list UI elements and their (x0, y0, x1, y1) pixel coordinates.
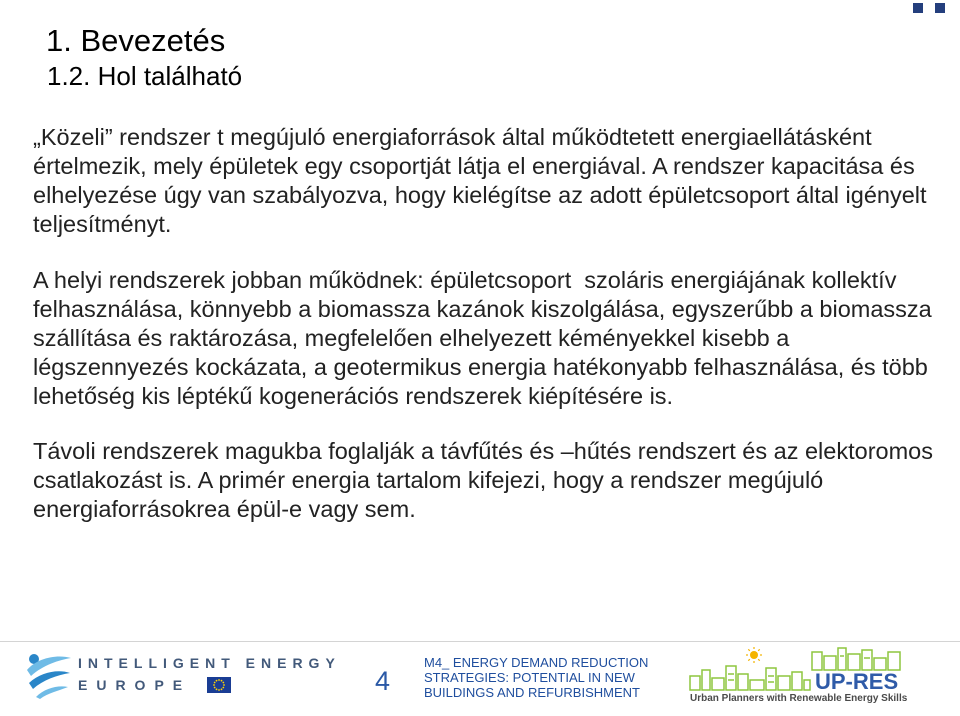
paragraph-line: felhasználása, könnyebb a biomassza kazánok kiszolgálása, egyszerűbb a biomassza (33, 296, 932, 322)
paragraph-line: A helyi rendszerek jobban működnek: épületcsoport szoláris energiájának kollektív (33, 267, 897, 293)
module-title-line: M4_ ENERGY DEMAND REDUCTION (424, 655, 649, 670)
paragraph-line: teljesítményt. (33, 211, 172, 237)
module-title-line: BUILDINGS AND REFURBISHMENT (424, 685, 640, 700)
iee-swirl-icon (25, 650, 73, 700)
corner-square-icon (935, 3, 945, 13)
paragraph-line: légszennyezés kockázata, a geotermikus energia hatékonyabb felhasználása, és több (33, 354, 928, 380)
paragraph-line: értelmezik, mely épületek egy csoportját látja el energiával. A rendszer kapacitása és (33, 153, 915, 179)
paragraph-line: „Közeli” rendszer t megújuló energiaforrások által működtetett energiaellátásként (33, 124, 872, 150)
paragraph-line: csatlakozást is. A primér energia tartalom kifejezi, hogy a rendszer megújuló (33, 467, 824, 493)
iee-logo-text-intelligent-energy: INTELLIGENT ENERGY (78, 655, 341, 671)
paragraph-line: lehetőség kis léptékű kogenerációs rendszerek kiépítésére is. (33, 383, 674, 409)
footer-divider (0, 641, 960, 642)
paragraph-line: szállítása és raktározása, megfelelően elhelyezett kéményekkel kisebb a (33, 325, 790, 351)
iee-logo-text-europe: EUROPE (78, 677, 192, 693)
paragraph-3 (33, 437, 933, 524)
page-number: 4 (375, 666, 391, 696)
paragraph-line: elhelyezése úgy van szabályozva, hogy kielégítse az adott épületcsoport által igényelt (33, 182, 927, 208)
slide-title: 1. Bevezetés (46, 23, 226, 58)
module-title-line: STRATEGIES: POTENTIAL IN NEW (424, 670, 635, 685)
corner-square-icon (913, 3, 923, 13)
eu-flag-icon (207, 677, 231, 693)
paragraph-line: Távoli rendszerek magukba foglalják a távfűtés és –hűtés rendszert és az elektoromos (33, 438, 933, 464)
paragraph-1 (33, 123, 927, 239)
slide-subtitle: 1.2. Hol található (47, 61, 243, 91)
upres-logo-name: UP-RES (815, 669, 899, 694)
paragraph-2 (33, 266, 932, 411)
upres-logo-tagline: Urban Planners with Renewable Energy Skills (690, 693, 908, 704)
module-title (424, 655, 648, 700)
sun-icon (746, 647, 762, 663)
paragraph-line: energiaforrásokrea épül-e vagy sem. (33, 496, 416, 522)
